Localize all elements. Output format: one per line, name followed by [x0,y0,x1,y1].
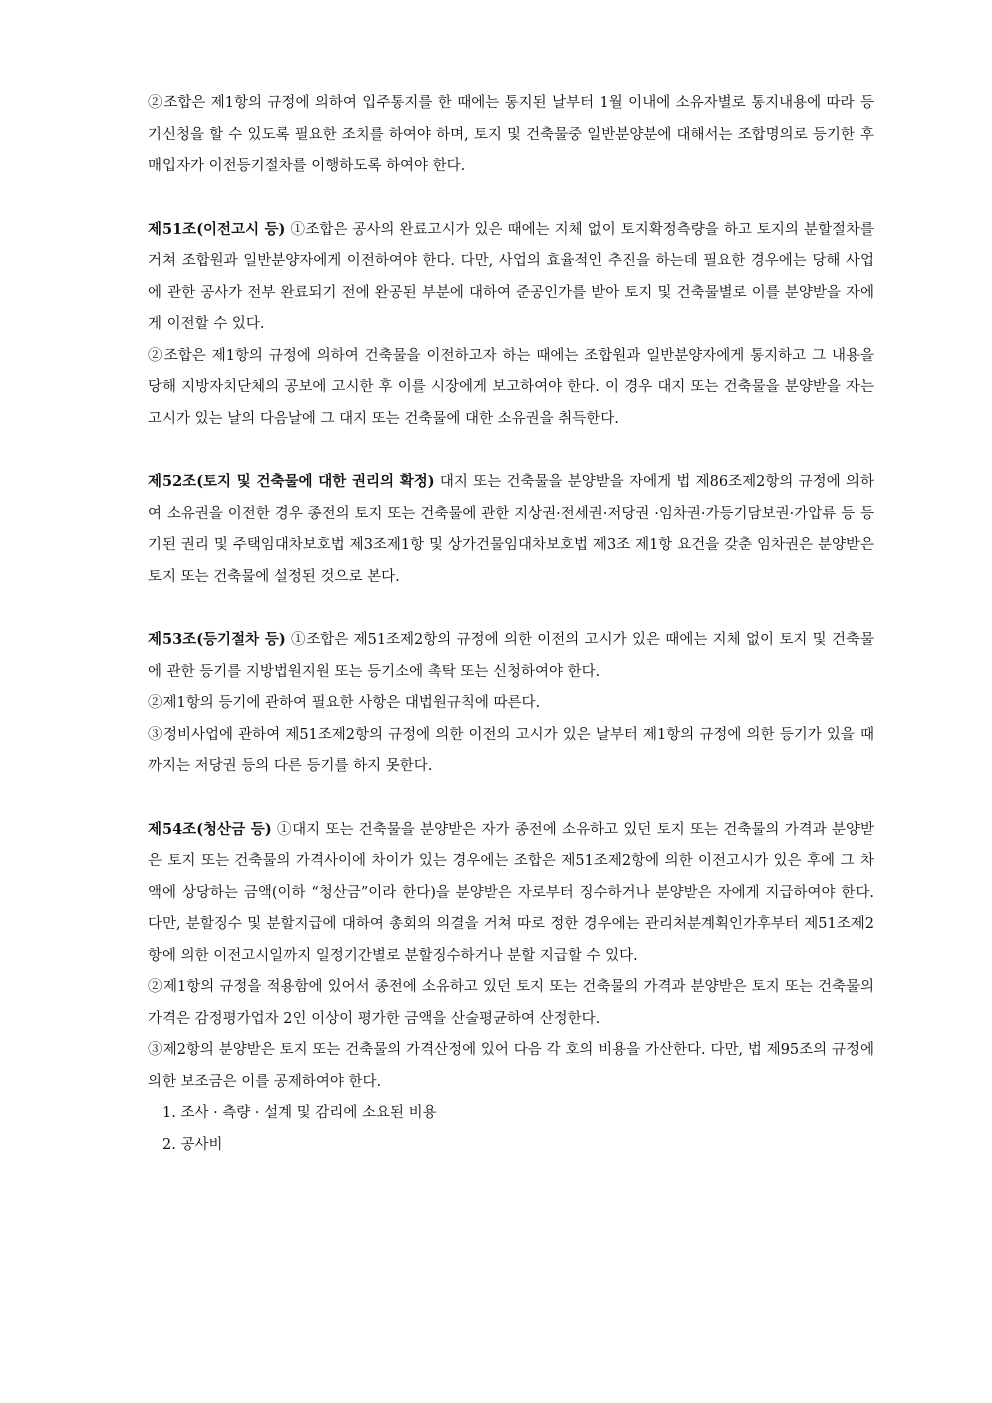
article-54 [148,814,874,973]
paragraph-registration-notice: ②조합은 제1항의 규정에 의하여 입주통지를 한 때에는 통지된 날부터 1월 이내에 소유자별로 통지내용에 따라 등기신청을 할 수 있도록 필요한 조치를 하여야 하며, 토지 및 건축물중 일반분양분에 대해서는 조합명의로 등기한 후 매입자가 이전등기절차를 이행하도록 하여야 한다. [148,95,874,174]
article-53-clause-3: ③정비사업에 관하여 제51조제2항의 규정에 의한 이전의 고시가 있은 날부터 제1항의 규정에 의한 등기가 있을 때까지는 저당권 등의 다른 등기를 하지 못한다. [148,726,874,774]
paragraph-gap [148,183,874,214]
article-51-body: ①조합은 공사의 완료고시가 있은 때에는 지체 없이 토지확정측량을 하고 토지의 분할절차를 거쳐 조합원과 일반분양자에게 이전하여야 한다. 다만, 사업의 효율적인 추진을 하는데 필요한 경우에는 당해 사업에 관한 공사가 전부 완료되기 전에 완공된 부분에 대하여 준공인가를 받아 토지 및 건축물별로 이를 분양받을 자에게 이전할 수 있다. [148,221,874,332]
article-54-clause-3: ③제2항의 분양받은 토지 또는 건축물의 가격산정에 있어 다음 각 호의 비용을 가산한다. 다만, 법 제95조의 규정에 의한 보조금은 이를 공제하여야 한다. [148,1042,874,1090]
article-53-clause-2: ②제1항의 등기에 관하여 필요한 사항은 대법원규칙에 따른다. [148,695,541,711]
article-54-clause-2: ②제1항의 규정을 적용함에 있어서 종전에 소유하고 있던 토지 또는 건축물의 가격과 분양받은 토지 또는 건축물의 가격은 감정평가업자 2인 이상이 평가한 금액을 산술평균하여 산정한다. [148,979,874,1027]
article-51 [148,214,874,341]
article-52-body: 대지 또는 건축물을 분양받을 자에게 법 제86조제2항의 규정에 의하여 소유권을 이전한 경우 종전의 토지 또는 건축물에 관한 지상권·전세권·저당권 ·임차권·가등기담보권·가압류 등 등기된 권리 및 주택임대차보호법 제3조제1항 및 상가건물임대차보호법 제3조 제1항 요건을 갖춘 임차권은 분양받은 토지 또는 건축물에 설정된 것으로 본다. [148,474,874,585]
article-53-body: ①조합은 제51조제2항의 규정에 의한 이전의 고시가 있은 때에는 지체 없이 토지 및 건축물에 관한 등기를 지방법원지원 또는 등기소에 촉탁 또는 신청하여야 한다. [148,632,874,680]
article-53 [148,624,874,688]
paragraph-gap [148,783,874,814]
paragraph-gap [148,435,874,466]
list-item-construction-cost: 2. 공사비 [162,1136,223,1153]
article-54-heading: 제54조(청산금 등) [148,820,272,838]
article-51-clause-2: ②조합은 제1항의 규정에 의하여 건축물을 이전하고자 하는 때에는 조합원과 일반분양자에게 통지하고 그 내용을 당해 지방자치단체의 공보에 고시한 후 이를 시장에게 보고하여야 한다. 이 경우 대지 또는 건축물을 분양받을 자는 고시가 있는 날의 다음날에 그 대지 또는 건축물에 대한 소유권을 취득한다. [148,347,874,427]
article-51-heading: 제51조(이전고시 등) [148,220,286,238]
document-page [148,88,874,1161]
paragraph-gap [148,593,874,624]
article-54-body: ①대지 또는 건축물을 분양받은 자가 종전에 소유하고 있던 토지 또는 건축물의 가격과 분양받은 토지 또는 건축물의 가격사이에 차이가 있는 경우에는 조합은 제51조제2항에 의한 이전고시가 있은 후에 그 차액에 상당하는 금액(이하 “청산금”이라 한다)을 분양받은 자로부터 징수하거나 분양받은 자에게 지급하여야 한다. 다만, 분할징수 및 분할지급에 대하여 총회의 의결을 거쳐 따로 정한 경우에는 관리처분계획인가후부터 제51조제2항에 의한 이전고시일까지 일정기간별로 분할징수하거나 분할 지급할 수 있다. [148,821,874,964]
article-52-heading: 제52조(토지 및 건축물에 대한 권리의 확정) [148,473,435,490]
article-53-heading: 제53조(등기절차 등) [148,631,286,648]
article-52 [148,466,874,593]
list-item-survey-cost: 1. 조사 · 측량 · 설계 및 감리에 소요된 비용 [162,1105,437,1121]
